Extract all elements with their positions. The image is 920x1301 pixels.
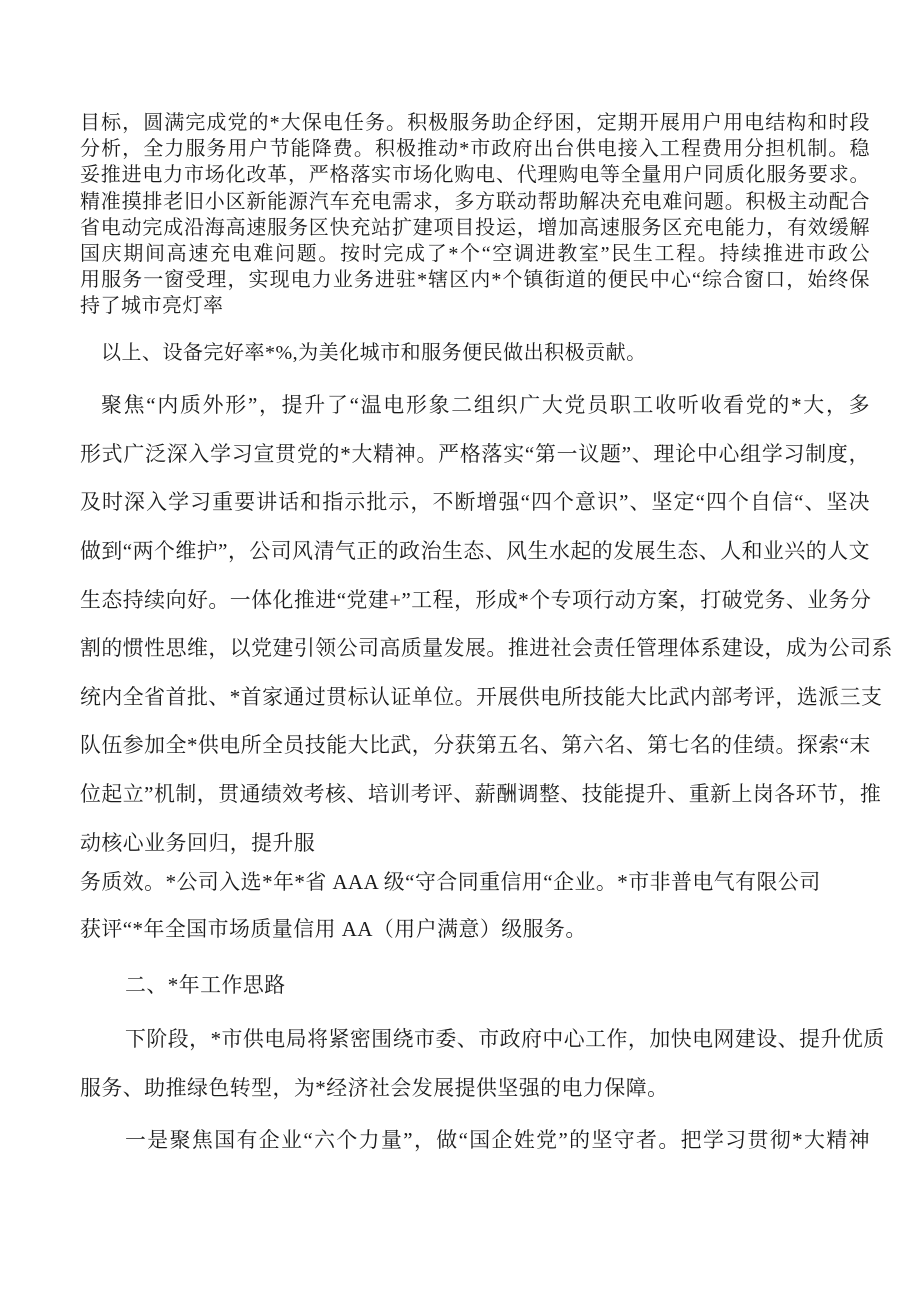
text-line: 省电动完成沿海高速服务区快充站扩建项目投运，增加高速服务区充电能力，有效缓解 <box>80 216 870 239</box>
text-line: 队伍参加全*供电所全员技能大比武，分获第五名、第六名、第七名的佳绩。探索“末 <box>80 733 871 758</box>
text-line: 务质效。*公司入选*年*省 AAA 级“守合同重信用“企业。*市非普电气有限公司 <box>80 870 821 895</box>
text-line: 国庆期间高速充电难问题。按时完成了*个“空调进教室”民生工程。持续推进市政公 <box>80 243 870 266</box>
text-line: 用服务一窗受理，实现电力业务进驻*辖区内*个镇街道的便民中心“综合窗口，始终保 <box>80 269 870 292</box>
text-line: 妥推进电力市场化改革，严格落实市场化购电、代理购电等全量用户同质化服务要求。 <box>80 164 870 187</box>
text-line: 聚焦“内质外形”，提升了“温电形象二组织广大党员职工收听收看党的*大，多 <box>101 393 870 418</box>
text-line: 动核心业务回归，提升服 <box>80 830 316 855</box>
text-line: 位起立”机制，贯通绩效考核、培训考评、薪酬调整、技能提升、重新上岗各环节，推 <box>80 781 882 806</box>
text-line: 精准摸排老旧小区新能源汽车充电需求，多方联动帮助解决充电难问题。积极主动配合 <box>80 190 870 213</box>
text-line: 统内全省首批、*首家通过贯标认证单位。开展供电所技能大比武内部考评，选派三支 <box>80 684 883 709</box>
text-line: 下阶段，*市供电局将紧密围绕市委、市政府中心工作，加快电网建设、提升优质 <box>125 1027 885 1052</box>
text-line: 割的惯性思维，以党建引领公司高质量发展。推进社会责任管理体系建设，成为公司系 <box>80 636 893 661</box>
text-line: 做到“两个维护”，公司风清气正的政治生态、风生水起的发展生态、人和业兴的人文 <box>80 539 870 563</box>
text-line: 二、*年工作思路 <box>125 972 286 997</box>
text-line: 一是聚焦国有企业“六个力量”，做“国企姓党”的坚守者。把学习贯彻*大精神 <box>125 1127 870 1152</box>
text-line: 持了城市亮灯率 <box>80 295 224 318</box>
text-line: 目标，圆满完成党的*大保电任务。积极服务助企纾困，定期开展用户用电结构和时段 <box>80 112 870 134</box>
text-line: 以上、设备完好率*%,为美化城市和服务便民做出积极贡献。 <box>101 342 647 365</box>
text-line: 及时深入学习重要讲话和指示批示，不断增强“四个意识”、坚定“四个自信“、坚决 <box>80 490 870 515</box>
text-line: 服务、助推绿色转型，为*经济社会发展提供坚强的电力保障。 <box>80 1075 669 1100</box>
text-line: 获评“*年全国市场质量信用 AA（用户满意）级服务。 <box>80 917 587 942</box>
text-line: 生态持续向好。一体化推进“党建+”工程，形成*个专项行动方案，打破党务、业务分 <box>80 587 872 612</box>
text-line: 形式广泛深入学习宣贯党的*大精神。严格落实“第一议题”、理论中心组学习制度， <box>80 441 870 466</box>
text-line: 分析，全力服务用户节能降费。积极推动*市政府出台供电接入工程费用分担机制。稳 <box>80 138 870 161</box>
